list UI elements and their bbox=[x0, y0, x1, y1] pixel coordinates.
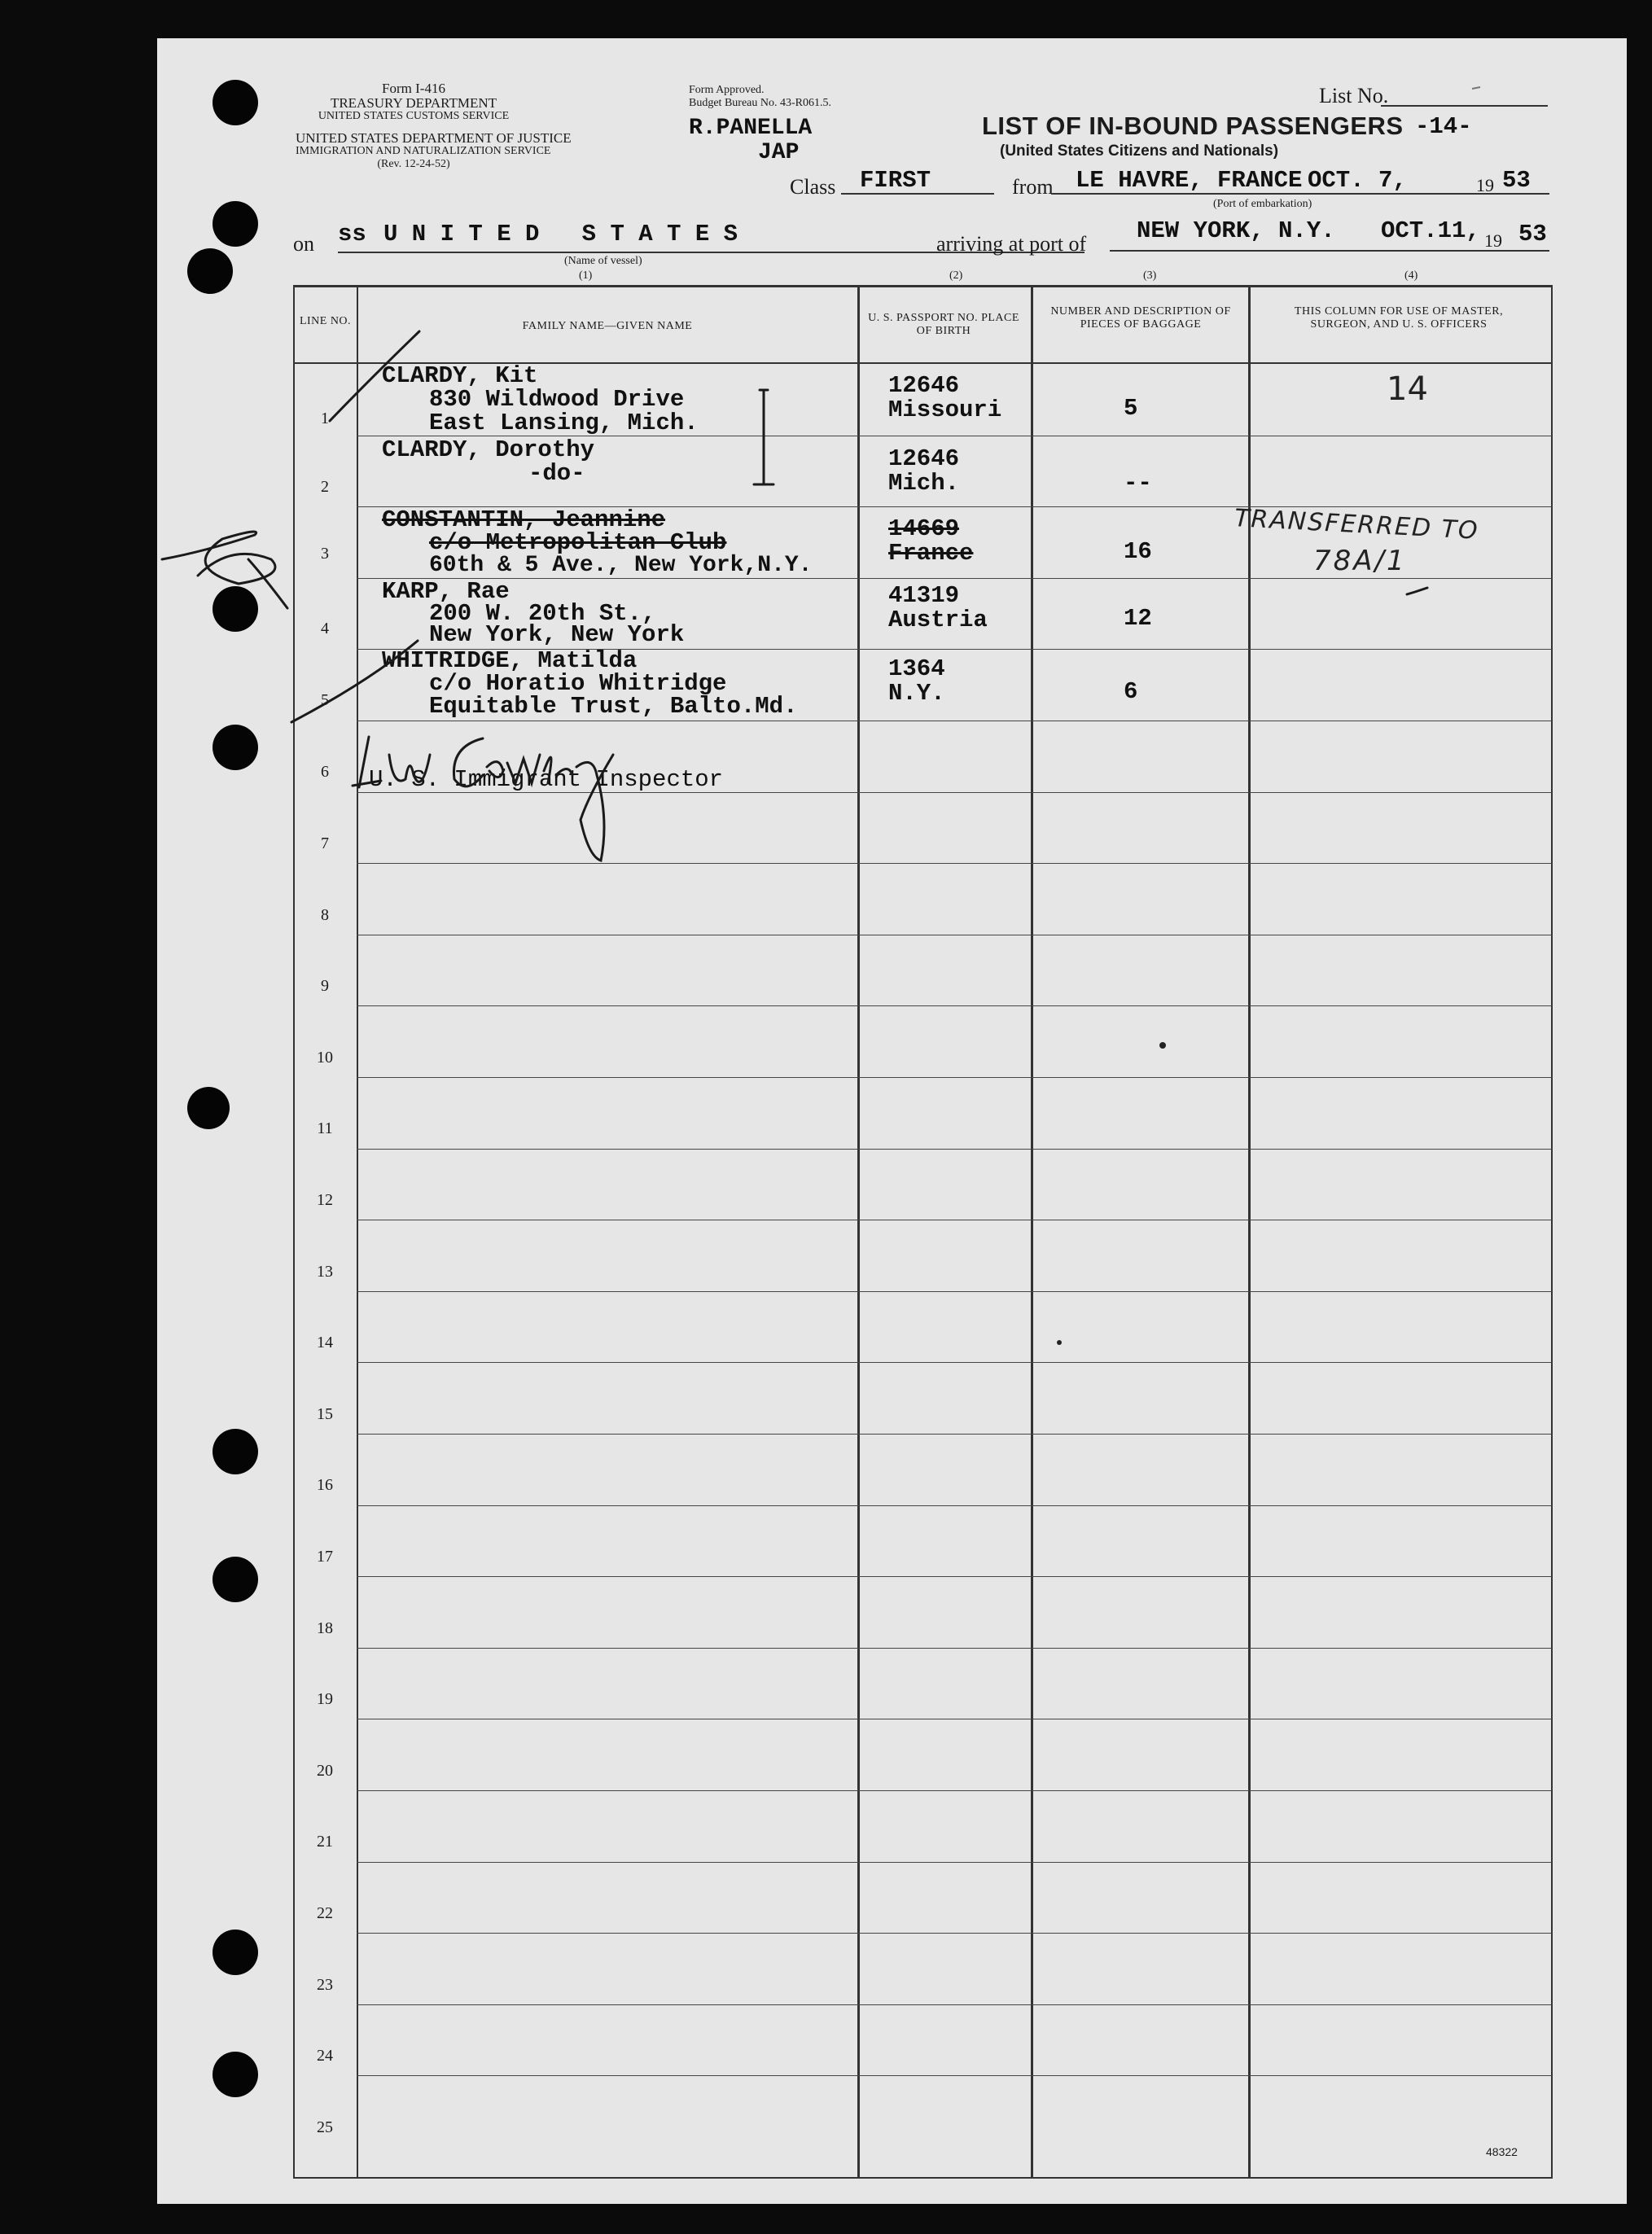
line-number: 18 bbox=[317, 1619, 333, 1637]
form-sheet bbox=[157, 38, 1627, 2204]
baggage-header: NUMBER AND DESCRIPTION OF PIECES OF BAGGAGE bbox=[1050, 305, 1231, 331]
passenger-address: 200 W. 20th St., bbox=[429, 600, 656, 627]
passport-header: U. S. PASSPORT NO. PLACE OF BIRTH bbox=[868, 312, 1019, 337]
list-no-label: List No. bbox=[1319, 84, 1389, 107]
row-rule bbox=[357, 863, 1552, 864]
on-label: on bbox=[293, 232, 314, 256]
row-rule bbox=[357, 1790, 1552, 1791]
line-number: 17 bbox=[317, 1548, 333, 1566]
officer-header: THIS COLUMN FOR USE OF MASTER, SURGEON, AND U. S. OFFICERS bbox=[1294, 305, 1504, 331]
arrival-port: NEW YORK, N.Y. bbox=[1137, 217, 1335, 244]
line-number: 21 bbox=[317, 1833, 333, 1851]
row-rule bbox=[357, 1149, 1552, 1150]
binder-hole bbox=[213, 1930, 258, 1975]
col2-num: (2) bbox=[949, 269, 963, 282]
place-of-birth: France bbox=[888, 540, 974, 567]
place-of-birth: Missouri bbox=[888, 396, 1002, 423]
officer-note: 14 bbox=[1387, 370, 1428, 408]
ins-line: IMMIGRATION AND NATURALIZATION SERVICE bbox=[296, 145, 551, 157]
year-prefix-2: 19 bbox=[1484, 230, 1502, 251]
class-value: FIRST bbox=[860, 167, 931, 194]
embark-year: 53 bbox=[1502, 167, 1531, 194]
line-number: 16 bbox=[317, 1476, 333, 1495]
transfer-list-ref: 78A/1 bbox=[1313, 545, 1407, 577]
embark-date: OCT. 7, bbox=[1308, 167, 1407, 194]
passenger-city: 60th & 5 Ave., New York,N.Y. bbox=[429, 553, 813, 578]
line-number: 12 bbox=[317, 1191, 333, 1209]
passport-number: 41319 bbox=[888, 582, 960, 609]
ink-dot bbox=[1057, 1340, 1062, 1345]
form-number: Form I-416 bbox=[382, 81, 445, 96]
line-number: 9 bbox=[321, 977, 329, 996]
line-number: 8 bbox=[321, 905, 329, 924]
baggage-count: 6 bbox=[1124, 678, 1138, 705]
line-number: 5 bbox=[321, 691, 329, 709]
baggage-count: 16 bbox=[1124, 538, 1152, 565]
row-rule bbox=[357, 1648, 1552, 1649]
passport-number: 14669 bbox=[888, 515, 960, 542]
col1-num: (1) bbox=[579, 269, 593, 282]
line-number: 2 bbox=[321, 478, 329, 496]
revision-date: (Rev. 12-24-52) bbox=[377, 158, 450, 170]
row-rule bbox=[357, 2004, 1552, 2005]
passenger-address: c/o Metropolitan Club bbox=[429, 529, 727, 556]
justice-dept: UNITED STATES DEPARTMENT OF JUSTICE bbox=[296, 130, 572, 146]
col3-num: (3) bbox=[1143, 269, 1157, 282]
line-number: 13 bbox=[317, 1262, 333, 1281]
binder-hole bbox=[213, 725, 258, 770]
passenger-name: CLARDY, Kit bbox=[382, 362, 538, 389]
passenger-city: Equitable Trust, Balto.Md. bbox=[429, 693, 798, 720]
binder-hole bbox=[213, 201, 258, 247]
row-rule bbox=[357, 1505, 1552, 1506]
row-rule bbox=[357, 1862, 1552, 1863]
passenger-name: CONSTANTIN, Jeannine bbox=[382, 506, 666, 533]
passenger-address: -do- bbox=[528, 460, 585, 487]
line-number: 7 bbox=[321, 834, 329, 852]
binder-hole bbox=[213, 80, 258, 125]
arriving-label: arriving at port of bbox=[936, 232, 1087, 256]
row-rule bbox=[357, 1362, 1552, 1363]
pencil-mark bbox=[1472, 87, 1480, 89]
line-number: 4 bbox=[321, 620, 329, 637]
name-header: FAMILY NAME—GIVEN NAME bbox=[522, 320, 693, 332]
passenger-name: WHITRIDGE, Matilda bbox=[382, 647, 638, 674]
embark-port: LE HAVRE, FRANCE bbox=[1076, 167, 1303, 194]
customs-service: UNITED STATES CUSTOMS SERVICE bbox=[318, 110, 510, 122]
row-rule bbox=[357, 1576, 1552, 1577]
row-rule bbox=[357, 1291, 1552, 1292]
arrival-date: OCT.11, bbox=[1381, 217, 1480, 244]
line-number: 10 bbox=[317, 1048, 333, 1067]
line-number: 19 bbox=[317, 1690, 333, 1709]
baggage-count: -- bbox=[1124, 470, 1152, 497]
ink-dot bbox=[1159, 1042, 1166, 1049]
vessel-caption: (Name of vessel) bbox=[564, 255, 642, 267]
year-prefix-1: 19 bbox=[1476, 175, 1494, 195]
class-label: Class bbox=[790, 175, 836, 199]
clerk-initials: JAP bbox=[758, 140, 800, 165]
vessel-name: U N I T E D S T A T E S bbox=[383, 221, 738, 247]
binder-hole bbox=[213, 1557, 258, 1602]
passenger-city: New York, New York bbox=[429, 621, 685, 648]
line-number: 20 bbox=[317, 1761, 333, 1780]
line-number: 14 bbox=[317, 1334, 333, 1352]
passenger-address: c/o Horatio Whitridge bbox=[429, 670, 727, 697]
line-number: 1 bbox=[321, 410, 329, 427]
passport-number: 12646 bbox=[888, 372, 960, 399]
row-rule bbox=[357, 1005, 1552, 1006]
binder-hole bbox=[187, 1087, 230, 1129]
form-title: LIST OF IN-BOUND PASSENGERS bbox=[982, 112, 1404, 140]
row-rule bbox=[357, 2075, 1552, 2076]
passenger-city: East Lansing, Mich. bbox=[429, 410, 699, 436]
inspector-title: U. S. Immigrant Inspector bbox=[369, 766, 724, 793]
place-of-birth: Austria bbox=[888, 607, 988, 633]
embark-caption: (Port of embarkation) bbox=[1213, 198, 1312, 210]
row-rule bbox=[357, 1933, 1552, 1934]
col4-num: (4) bbox=[1404, 269, 1418, 282]
line-number: 11 bbox=[317, 1119, 333, 1138]
passport-number: 12646 bbox=[888, 445, 960, 472]
binder-hole bbox=[213, 586, 258, 632]
line-number: 25 bbox=[317, 2118, 333, 2136]
transfer-note: TRANSFERRED TO bbox=[1234, 504, 1480, 545]
passport-number: 1364 bbox=[888, 655, 945, 682]
form-approved: Form Approved. bbox=[689, 84, 765, 96]
clerk-name: R.PANELLA bbox=[689, 116, 813, 141]
line-number: 15 bbox=[317, 1404, 333, 1423]
baggage-count: 5 bbox=[1124, 395, 1138, 422]
passenger-name: KARP, Rae bbox=[382, 578, 510, 605]
place-of-birth: Mich. bbox=[888, 470, 960, 497]
baggage-count: 12 bbox=[1124, 605, 1152, 632]
inspector-signature bbox=[353, 737, 613, 861]
place-of-birth: N.Y. bbox=[888, 680, 945, 707]
ss-prefix: ss bbox=[338, 221, 366, 247]
line-no-header: LINE NO. bbox=[299, 315, 352, 327]
arrival-year: 53 bbox=[1518, 221, 1547, 247]
budget-bureau: Budget Bureau No. 43-R061.5. bbox=[689, 97, 831, 109]
line-number: 22 bbox=[317, 1904, 333, 1922]
line-number: 24 bbox=[317, 2047, 333, 2065]
binder-hole bbox=[187, 248, 233, 294]
line-number: 3 bbox=[321, 545, 329, 563]
row-rule bbox=[357, 1434, 1552, 1435]
passenger-address: 830 Wildwood Drive bbox=[429, 386, 685, 413]
treasury-dept: TREASURY DEPARTMENT bbox=[330, 95, 497, 111]
binder-hole bbox=[213, 1429, 258, 1474]
passenger-name: CLARDY, Dorothy bbox=[382, 436, 595, 463]
row-rule bbox=[357, 1077, 1552, 1078]
binder-hole bbox=[213, 2052, 258, 2097]
list-no-value: -14- bbox=[1415, 113, 1472, 140]
from-label: from bbox=[1012, 175, 1054, 199]
line-number: 6 bbox=[321, 763, 329, 781]
line-number: 23 bbox=[317, 1975, 333, 1994]
footer-code: 48322 bbox=[1486, 2145, 1518, 2158]
form-subtitle: (United States Citizens and Nationals) bbox=[1000, 142, 1279, 160]
